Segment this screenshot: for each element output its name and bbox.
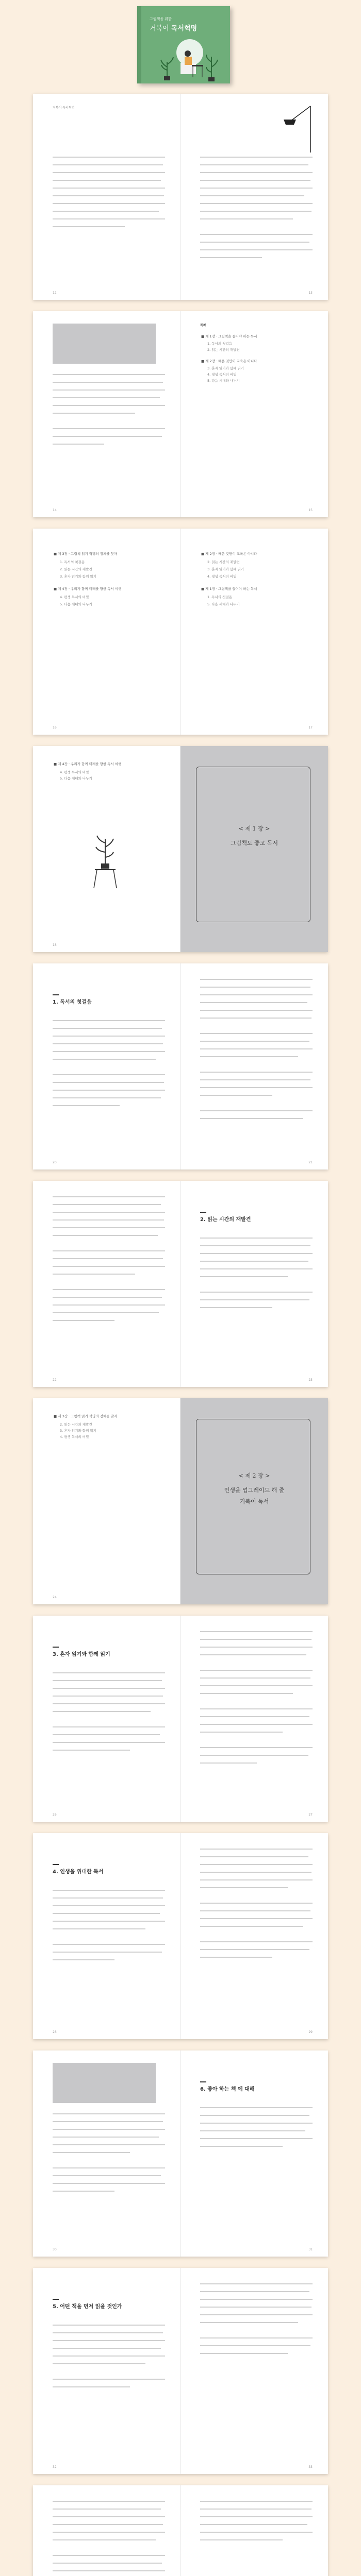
cover-title-part1: 거북이 [150,25,169,32]
page-number: 21 [308,1161,313,1164]
body-text-block [53,157,165,242]
body-text-block [53,2325,165,2446]
spread-4 [33,746,328,952]
text-lines [53,2325,165,2443]
page-number: 20 [53,1161,57,1164]
toc-subitem[interactable]: 1. 독서의 첫걸음 [207,342,233,346]
lamp-icon [274,101,316,152]
page-number: 22 [53,1378,57,1382]
gray-image-block [53,324,156,364]
text-lines [53,1890,165,2008]
toc-item[interactable]: ■ 제 4장 · 우리가 함께 미래를 향한 독서 여행 [54,762,122,766]
body-text-block [200,979,313,1151]
spread-7 [33,1398,328,1604]
body-text-block [53,2501,165,2576]
text-lines [200,979,313,1149]
spread-8-left-page [33,1616,180,1822]
spread-9-left-page [33,1833,180,2039]
page-number: 26 [53,1813,57,1817]
text-lines [53,1196,165,1366]
spread-11-right-page [180,2268,328,2474]
body-text-block [53,2113,165,2219]
spread-5-left-page [33,963,180,1170]
spread-12-right-page [180,2485,328,2576]
chapter-2-title-line2: 거북이 독서 [239,1498,269,1505]
toc-subitem[interactable]: 4. 평생 독서의 비밀 [207,372,237,377]
text-lines [53,157,165,239]
body-text-block [200,2501,313,2576]
cover-title [150,23,197,32]
spread-5 [33,963,328,1170]
text-lines [200,1631,313,1801]
spread-8-right-page [180,1616,328,1822]
chapter-1-label: < 제 1 장 > [238,825,270,832]
spread-3-right-page [180,529,328,735]
toc-subitem[interactable]: 2. 읽는 시간의 재발견 [60,567,92,571]
toc-subitem[interactable]: 3. 혼자 읽기와 함께 읽기 [60,574,96,579]
toc-item[interactable]: ■ 제 2장 · 배운 것만이 교육은 아니다 [201,359,257,363]
toc-item[interactable]: ■ 제 3장 · 그림책 읽기 혁명의 정체를 찾자 [54,1414,118,1418]
toc-item[interactable]: ■ 제 4장 · 우리가 함께 미래를 향한 독서 여행 [54,587,122,591]
page-number: 30 [53,2248,57,2251]
spread-9-right-page [180,1833,328,2039]
person-head [185,50,191,57]
text-lines [53,1672,165,1791]
text-lines [200,1849,313,2019]
cover-title-part2: 독서혁명 [171,25,198,32]
toc-subitem[interactable]: 2. 읽는 시간의 재발견 [207,560,240,564]
page-number: 31 [308,2248,313,2251]
body-text-block [200,1631,313,1804]
section-title: 4. 인생을 위대한 독서 [53,1869,104,1875]
body-text-block [53,1890,165,2011]
spread-11-left-page [33,2268,180,2474]
spread-4-left-page [33,746,180,952]
toc-subitem[interactable]: 4. 평생 독서의 비밀 [60,595,89,599]
page-number: 17 [308,726,313,730]
section-title: 1. 독서의 첫걸음 [53,999,92,1005]
body-text-block [53,1672,165,1793]
spread-10 [33,2050,328,2257]
toc-item[interactable]: ■ 제 1장 · 그림책을 들어야 하는 독서 [201,587,257,591]
chapter-1-heading [201,823,307,849]
book-spine [137,6,141,83]
plant-right-icon [206,55,218,78]
spread-9 [33,1833,328,2039]
spread-6-left-page [33,1181,180,1387]
toc-subitem[interactable]: 4. 평생 독서의 비밀 [60,1435,89,1439]
page-number: 33 [308,2465,313,2469]
chapter-2-label: < 제 2 장 > [238,1472,270,1479]
cover-illustration [158,36,220,82]
toc-subitem[interactable]: 5. 다음 세대와 나누기 [207,379,240,383]
toc-subitem[interactable]: 4. 평생 독서의 비밀 [60,770,89,774]
page-number: 15 [308,509,313,512]
body-text-block [200,2283,313,2456]
spread-3 [33,529,328,735]
page-number: 13 [308,291,313,295]
toc-subitem[interactable]: 3. 혼자 읽기와 함께 읽기 [207,567,244,571]
person-body [185,57,192,65]
spread-7-left-page [33,1398,180,1604]
toc-subitem[interactable]: 1. 독서의 첫걸음 [207,595,233,599]
spread-6-right-page [180,1181,328,1387]
spread-12 [33,2485,328,2576]
toc-subitem[interactable]: 3. 혼자 읽기와 함께 읽기 [207,366,244,370]
spread-12-left-page [33,2485,180,2576]
body-text-block [53,1196,165,1369]
spread-10-right-page [180,2050,328,2257]
spread-2 [33,311,328,517]
toc-subitem[interactable]: 5. 다음 세대와 나누기 [60,776,92,781]
cover-section [0,0,361,82]
spread-11 [33,2268,328,2474]
body-text-block [53,374,165,459]
toc-subitem[interactable]: 5. 다음 세대와 나누기 [60,602,92,606]
text-lines [53,2501,165,2576]
toc-subitem[interactable]: 1. 독서의 첫걸음 [60,560,85,564]
section-title: 5. 어떤 책을 먼저 읽을 것인가 [53,2304,122,2310]
chapter-2-title-line1: 인생을 업그레이드 해 줄 [224,1487,285,1494]
spread-1-left-page [33,94,180,300]
book-cover [137,6,230,83]
text-lines [200,1238,313,1356]
page-number: 12 [53,291,57,295]
text-lines [53,2113,165,2216]
body-text-block [200,1849,313,2021]
cover-subtitle: 그림책을 위한 [150,17,172,21]
body-text-block [53,1020,165,1141]
page-number: 28 [53,2030,57,2034]
body-text-block [200,2107,313,2228]
page-number: 29 [308,2030,313,2034]
text-lines [53,374,165,456]
toc-item[interactable]: ■ 제 3장 · 그림책 읽기 혁명의 정체를 찾자 [54,552,118,556]
spread-6 [33,1181,328,1387]
spread-2-right-page [180,311,328,517]
text-lines [200,2107,313,2226]
spread-3-left-page [33,529,180,735]
table [192,65,203,66]
page-number: 24 [53,1596,57,1599]
spread-4-right-page [180,746,328,952]
chapter-1-title: 그림책도 좋고 독서 [230,840,278,846]
page-number: 14 [53,509,57,512]
spread-10-left-page [33,2050,180,2257]
text-lines [200,2501,313,2576]
section-title: 6. 좋아 하는 책 에 대해 [200,2087,255,2092]
text-lines [200,157,313,270]
gray-image-block [53,2063,156,2103]
toc-subitem[interactable]: 2. 읽는 시간의 재발견 [207,348,240,352]
text-lines [53,1020,165,1139]
spread-8 [33,1616,328,1822]
toc-heading: 목차 [200,324,206,327]
toc-subitem[interactable]: 4. 평생 독서의 비밀 [207,574,237,579]
page-number: 18 [53,943,57,947]
page-number: 32 [53,2465,57,2469]
spread-1-right-page [180,94,328,300]
plant-stand-icon [85,828,126,890]
toc-item[interactable]: ■ 제 1장 · 그림책을 들어야 하는 독서 [201,334,257,338]
page-number: 23 [308,1378,313,1382]
page-header: 거북이 독서혁명 [53,106,75,110]
toc-subitem[interactable]: 3. 혼자 읽기와 함께 읽기 [60,1429,96,1433]
spread-1 [33,94,328,300]
page-number: 27 [308,1813,313,1817]
toc-item[interactable]: ■ 제 2장 · 배운 것만이 교육은 아니다 [201,552,257,556]
text-lines [200,2283,313,2453]
spread-7-right-page [180,1398,328,1604]
section-title: 2. 읽는 시간의 재발견 [200,1217,251,1223]
page-number: 16 [53,726,57,730]
spread-5-right-page [180,963,328,1170]
body-text-block [200,1238,313,1359]
spread-2-left-page [33,311,180,517]
body-text-block [200,157,313,273]
toc-subitem[interactable]: 5. 다음 세대와 나누기 [207,602,240,606]
section-title: 3. 혼자 읽기와 함께 읽기 [53,1652,110,1657]
chapter-2-heading [201,1470,307,1507]
toc-subitem[interactable]: 2. 읽는 시간의 재발견 [60,1422,92,1427]
plant-left-icon [161,57,173,77]
